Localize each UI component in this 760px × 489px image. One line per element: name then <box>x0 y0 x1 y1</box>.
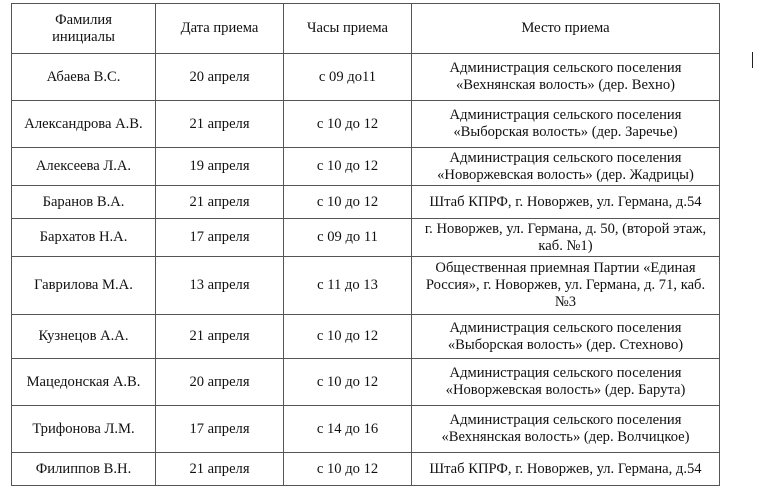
cell-hours: с 10 до 12 <box>284 101 412 148</box>
cell-place: Штаб КПРФ, г. Новоржев, ул. Германа, д.54 <box>412 453 720 486</box>
cell-name: Трифонова Л.М. <box>12 406 156 453</box>
header-place: Место приема <box>412 4 720 54</box>
cell-hours: с 09 до11 <box>284 54 412 101</box>
header-hours: Часы приема <box>284 4 412 54</box>
table-row <box>12 101 720 148</box>
cell-date: 21 апреля <box>156 186 284 219</box>
cell-place: Администрация сельского поселения «Новоржевская волость» (дер. Барута) <box>412 359 720 406</box>
cell-place: Администрация сельского поселения «Вехнянская волость» (дер. Вехно) <box>412 54 720 101</box>
cell-name: Абаева В.С. <box>12 54 156 101</box>
table-row <box>12 453 720 486</box>
cell-place: Администрация сельского поселения «Вехнянская волость» (дер. Волчицкое) <box>412 406 720 453</box>
cell-date: 19 апреля <box>156 148 284 186</box>
cell-date: 21 апреля <box>156 453 284 486</box>
cell-hours: с 10 до 12 <box>284 148 412 186</box>
cell-hours: с 09 до 11 <box>284 219 412 257</box>
table-row <box>12 406 720 453</box>
cell-place: Администрация сельского поселения «Выборская волость» (дер. Заречье) <box>412 101 720 148</box>
reception-schedule-table <box>11 3 720 486</box>
cell-name: Баранов В.А. <box>12 186 156 219</box>
cell-place: Штаб КПРФ, г. Новоржев, ул. Германа, д.54 <box>412 186 720 219</box>
text-cursor <box>752 52 753 68</box>
table-row <box>12 148 720 186</box>
cell-hours: с 11 до 13 <box>284 257 412 315</box>
cell-name: Мацедонская А.В. <box>12 359 156 406</box>
cell-hours: с 10 до 12 <box>284 186 412 219</box>
cell-name: Александрова А.В. <box>12 101 156 148</box>
cell-name: Филиппов В.Н. <box>12 453 156 486</box>
cell-hours: с 10 до 12 <box>284 359 412 406</box>
table-row <box>12 54 720 101</box>
cell-place: Администрация сельского поселения «Новоржевская волость» (дер. Жадрицы) <box>412 148 720 186</box>
cell-date: 21 апреля <box>156 101 284 148</box>
cell-name: Кузнецов А.А. <box>12 315 156 359</box>
cell-place: Общественная приемная Партии «Единая Россия», г. Новоржев, ул. Германа, д. 71, каб. №3 <box>412 257 720 315</box>
table-row <box>12 315 720 359</box>
cell-date: 13 апреля <box>156 257 284 315</box>
cell-date: 20 апреля <box>156 359 284 406</box>
cell-date: 20 апреля <box>156 54 284 101</box>
cell-date: 17 апреля <box>156 219 284 257</box>
cell-name: Бархатов Н.А. <box>12 219 156 257</box>
cell-name: Гаврилова М.А. <box>12 257 156 315</box>
header-name: Фамилия инициалы <box>12 4 156 54</box>
table-row <box>12 186 720 219</box>
table-row <box>12 257 720 315</box>
cell-date: 17 апреля <box>156 406 284 453</box>
cell-name: Алексеева Л.А. <box>12 148 156 186</box>
header-row <box>12 4 720 54</box>
header-date: Дата приема <box>156 4 284 54</box>
cell-hours: с 14 до 16 <box>284 406 412 453</box>
table-row <box>12 219 720 257</box>
cell-place: Администрация сельского поселения «Выборская волость» (дер. Стехново) <box>412 315 720 359</box>
cell-hours: с 10 до 12 <box>284 315 412 359</box>
cell-place: г. Новоржев, ул. Германа, д. 50, (второй этаж, каб. №1) <box>412 219 720 257</box>
cell-hours: с 10 до 12 <box>284 453 412 486</box>
reception-schedule-document <box>11 3 720 486</box>
cell-date: 21 апреля <box>156 315 284 359</box>
table-row <box>12 359 720 406</box>
